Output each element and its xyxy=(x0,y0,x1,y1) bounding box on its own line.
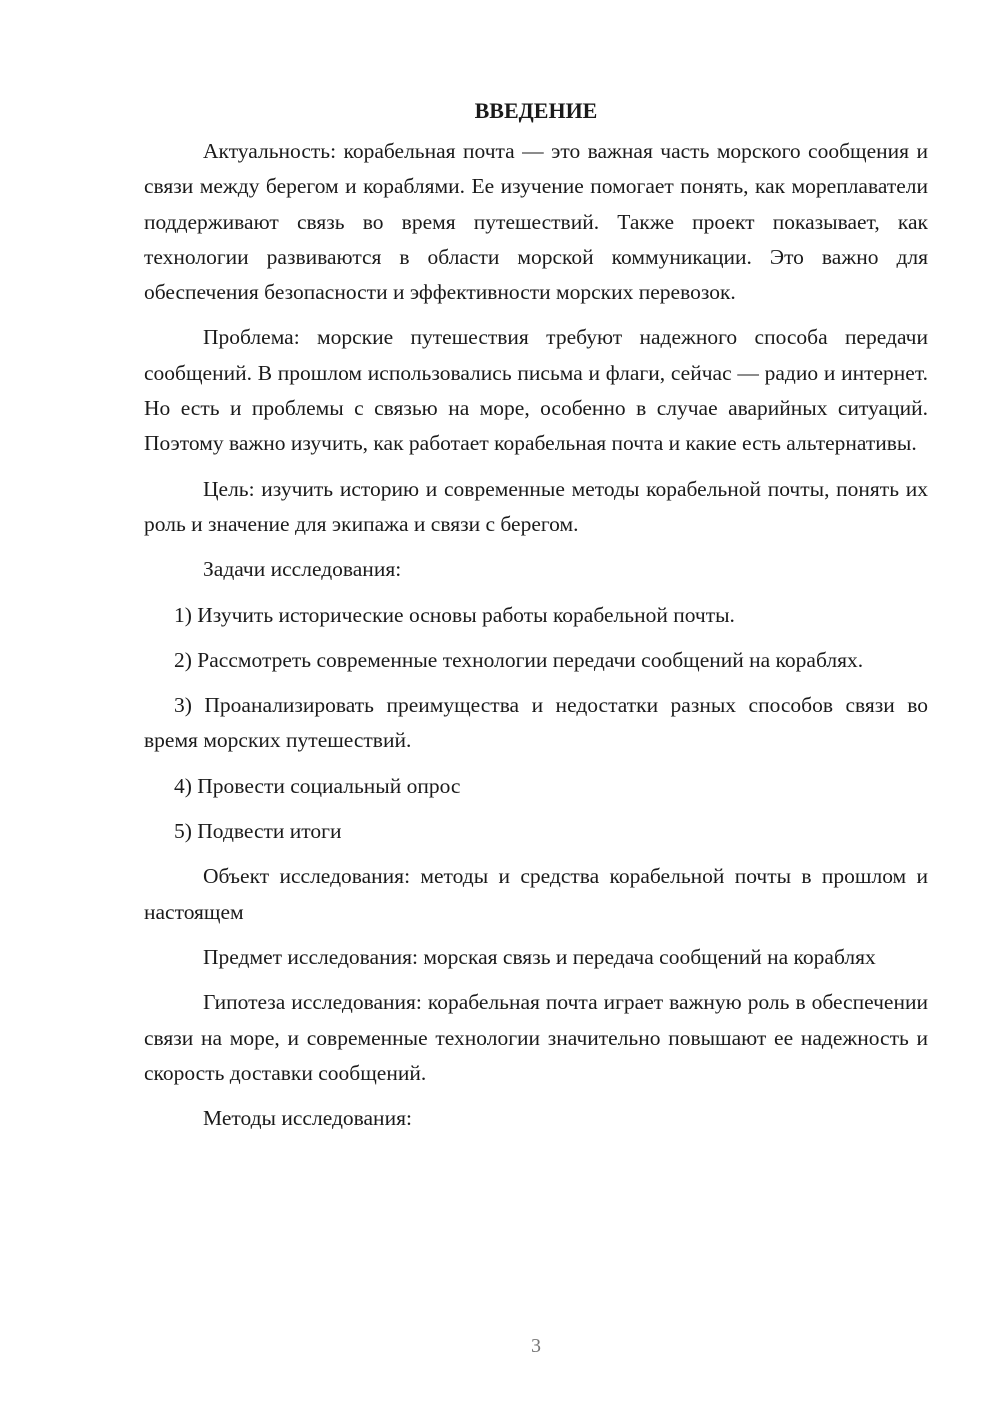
paragraph-problem: Проблема: морские путешествия требуют надежного способа передачи сообщений. В прошлом использовались письма и флаги, сейчас — радио и интернет. Но есть и проблемы с связью на море, особенно в случае аварийных ситуаций. Поэтому важно изучить, как работает корабельная почта и какие есть альтернативы. xyxy=(144,325,928,456)
task-item-1: 1) Изучить исторические основы работы корабельной почты. xyxy=(174,602,735,627)
paragraph-goal: Цель: изучить историю и современные методы корабельной почты, понять их роль и значение для экипажа и связи с берегом. xyxy=(144,476,928,536)
page-number: 3 xyxy=(531,1335,541,1357)
task-item-2: 2) Рассмотреть современные технологии передачи сообщений на кораблях. xyxy=(174,647,864,672)
paragraph-hypothesis: Гипотеза исследования: корабельная почта играет важную роль в обеспечении связи на море, и современные технологии значительно повышают ее надежность и скорость доставки сообщений. xyxy=(144,990,928,1085)
paragraph-object: Объект исследования: методы и средства корабельной почты в прошлом и настоящем xyxy=(144,864,928,924)
task-item-5: 5) Подвести итоги xyxy=(174,819,342,844)
paragraph-subject: Предмет исследования: морская связь и передача сообщений на кораблях xyxy=(203,944,876,969)
task-item-3: 3) Проанализировать преимущества и недостатки разных способов связи во время морских путешествий. xyxy=(144,693,928,753)
document-body xyxy=(144,94,928,1146)
paragraph-tasks-heading: Задачи исследования: xyxy=(203,557,402,582)
task-item-4: 4) Провести социальный опрос xyxy=(174,773,461,798)
paragraph-methods: Методы исследования: xyxy=(203,1106,412,1131)
paragraph-relevance: Актуальность: корабельная почта — это важная часть морского сообщения и связи между берегом и кораблями. Ее изучение помогает понять, как мореплаватели поддерживают связь во время путешествий. Также проект показывает, как технологии развиваются в области морской коммуникации. Это важно для обеспечения безопасности и эффективности морских перевозок. xyxy=(144,139,928,305)
section-heading: ВВЕДЕНИЕ xyxy=(474,98,598,123)
